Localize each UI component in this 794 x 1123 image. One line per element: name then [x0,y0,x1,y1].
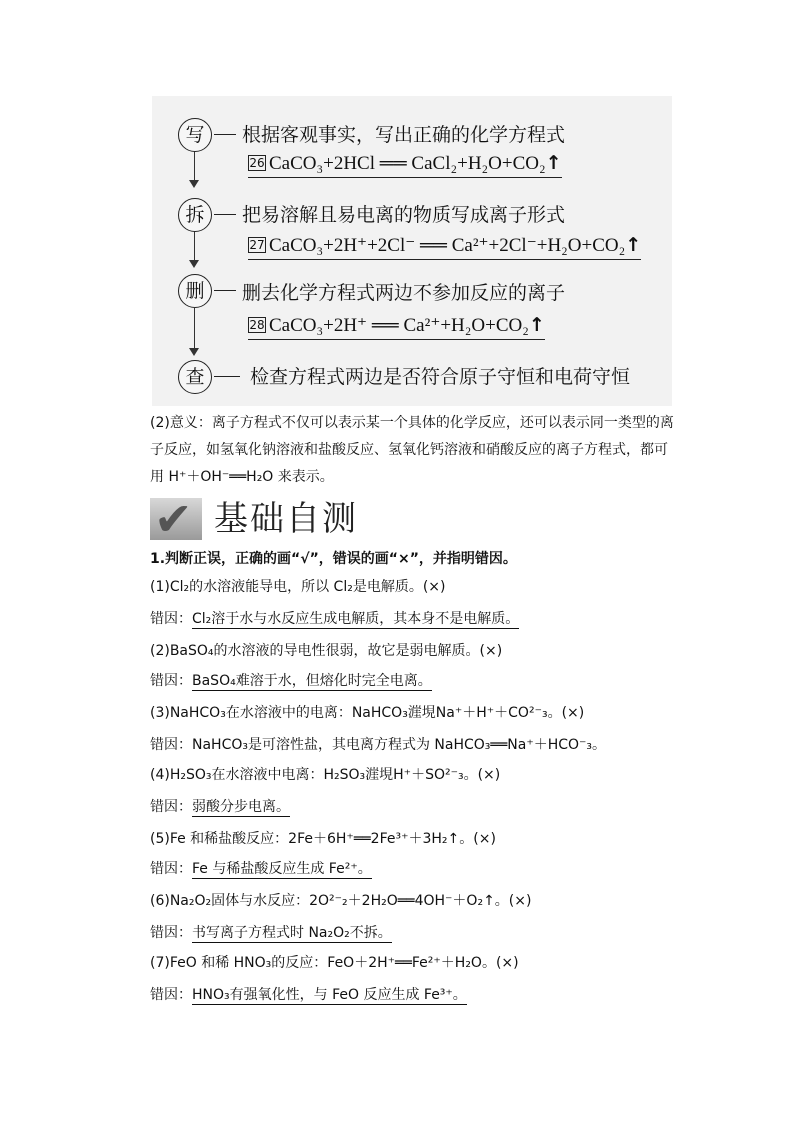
reason-3 [150,734,606,754]
step-circle-write: 写 [178,118,212,152]
equation-number: 28 [249,318,265,332]
flow-arrow-icon [189,348,199,356]
gas-arrow-icon: ↑ [625,234,642,256]
reason-text: 书写离子方程式时 Na₂O₂不拆。 [192,925,392,941]
err-label: 错因： [150,737,192,753]
flow-connector [194,150,195,184]
equation-28 [248,314,545,340]
equation-text: CaCO₃+2HCl ══ CaCl₂+H₂O+CO₂ [269,153,546,174]
meaning-paragraph: (2)意义：离子方程式不仅可以表示某一个具体的化学反应，还可以表示同一类型的离子反应，如氢氧化钠溶液和盐酸反应、氢氧化钙溶液和硝酸反应的离子方程式，都可用 H⁺＋OH⁻══H₂O 来表示。 [150,415,674,485]
reason-text: Cl₂溶于水与水反应生成电解质，其本身不是电解质。 [192,611,520,627]
flow-connector [194,230,195,264]
step-dash [214,134,236,135]
flow-arrow-icon [189,260,199,268]
reason-text: NaHCO₃是可溶性盐，其电离方程式为 NaHCO₃══Na⁺＋HCO⁻₃。 [192,737,607,753]
step-dash [214,290,236,291]
err-label: 错因： [150,673,192,689]
err-label: 错因： [150,611,192,627]
step-dash [214,214,236,215]
step-text-delete: 删去化学方程式两边不参加反应的离子 [242,282,566,304]
reason-7 [150,984,467,1004]
step-circle-check: 查 [178,360,212,394]
step-circle-split: 拆 [178,198,212,232]
reason-text: 弱酸分步电离。 [192,799,290,815]
step-dash [214,376,240,377]
equation-number: 27 [249,238,265,252]
statement-4: (4)H₂SO₃在水溶液中电离：H₂SO₃漄垷H⁺＋SO²⁻₃。(×) [150,767,501,783]
err-label: 错因： [150,799,192,815]
equation-text: CaCO₃+2H⁺+2Cl⁻ ══ Ca²⁺+2Cl⁻+H₂O+CO₂ [269,235,626,256]
statement-6: (6)Na₂O₂固体与水反应：2O²⁻₂＋2H₂O══4OH⁻＋O₂↑。(×) [150,893,532,909]
step-text-check: 检查方程式两边是否符合原子守恒和电荷守恒 [250,366,631,388]
reason-5 [150,858,372,878]
statement-7: (7)FeO 和稀 HNO₃的反应：FeO＋2H⁺══Fe²⁺＋H₂O。(×) [150,955,519,971]
err-label: 错因： [150,987,192,1003]
statement-3: (3)NaHCO₃在水溶液中的电离：NaHCO₃漄垷Na⁺＋H⁺＋CO²⁻₃。(×) [150,705,585,721]
err-label: 错因： [150,925,192,941]
ion-equation-flowchart [152,96,672,406]
step-text-split: 把易溶解且易电离的物质写成离子形式 [242,204,566,226]
reason-text: BaSO₄难溶于水，但熔化时完全电离。 [192,673,432,689]
question-prompt: 1.判断正误，正确的画“√”，错误的画“×”，并指明错因。 [150,551,517,567]
equation-27 [248,234,641,260]
step-circle-delete: 删 [178,274,212,308]
flow-arrow-icon [189,180,199,188]
gas-arrow-icon: ↑ [545,152,562,174]
reason-4 [150,796,290,816]
checkmark-icon: ✔ [150,498,202,540]
section-heading [150,492,410,546]
statement-1: (1)Cl₂的水溶液能导电，所以 Cl₂是电解质。(×) [150,579,446,595]
equation-text: CaCO₃+2H⁺ ══ Ca²⁺+H₂O+CO₂ [269,315,529,336]
reason-text: HNO₃有强氧化性，与 FeO 反应生成 Fe³⁺。 [192,987,467,1003]
statement-2: (2)BaSO₄的水溶液的导电性很弱，故它是弱电解质。(×) [150,643,503,659]
step-text-write: 根据客观事实，写出正确的化学方程式 [242,124,566,146]
gas-arrow-icon: ↑ [528,314,545,336]
equation-26 [248,152,562,178]
statement-5: (5)Fe 和稀盐酸反应：2Fe＋6H⁺══2Fe³⁺＋3H₂↑。(×) [150,831,496,847]
reason-text: Fe 与稀盐酸反应生成 Fe²⁺。 [192,861,372,877]
err-label: 错因： [150,861,192,877]
reason-6 [150,922,392,942]
reason-1 [150,608,519,628]
section-title: 基础自测 [214,499,358,539]
flow-connector [194,308,195,352]
equation-number: 26 [249,156,265,170]
reason-2 [150,670,432,690]
